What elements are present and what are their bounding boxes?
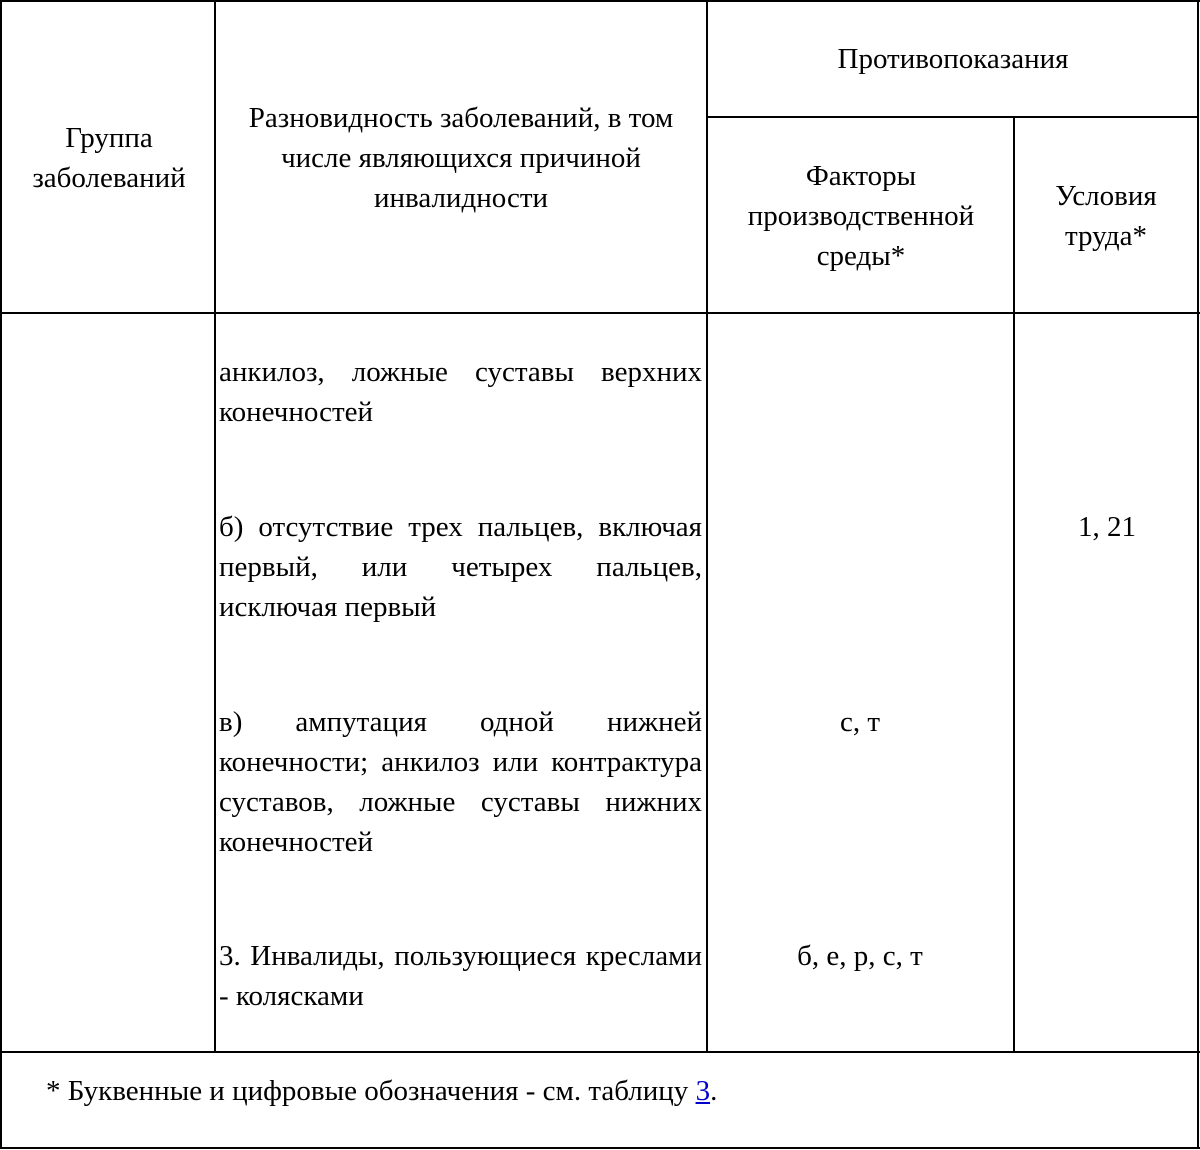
variety-row-2: б) отсутствие трех пальцев, включая первый, или четырех пальцев, исключая первый	[219, 511, 702, 623]
table-border-right	[1197, 0, 1199, 1149]
footnote-text: * Буквенные и цифровые обозначения - см. таблицу	[46, 1075, 696, 1107]
footnote-period: .	[710, 1075, 718, 1107]
variety-row-4: 3. Инвалиды, пользующиеся креслами - колясками	[219, 940, 702, 1012]
header-group: Группа заболеваний	[32, 122, 186, 194]
factors-row-3: с, т	[839, 706, 881, 738]
column-divider-2	[706, 0, 708, 1053]
footnote-divider	[0, 1051, 1200, 1053]
header-conditions: Условия труда*	[1055, 180, 1157, 252]
table-border-left	[0, 0, 2, 1149]
contraindications-subheader-divider	[706, 116, 1199, 118]
table-border-bottom	[0, 1147, 1200, 1149]
factors-row-4: б, е, р, с, т	[797, 940, 923, 972]
table-border-top	[0, 0, 1200, 2]
variety-row-3: в) ампутация одной нижней конечности; анкилоз или контрактура суставов, ложные суставы нижних конечностей	[219, 706, 702, 858]
header-contraindications: Противопоказания	[837, 43, 1069, 75]
header-factors: Факторы производственной среды*	[747, 160, 975, 272]
header-bottom-divider	[0, 312, 1200, 314]
column-divider-1	[214, 0, 216, 1053]
conditions-row-2: 1, 21	[1078, 511, 1136, 543]
table-3-link[interactable]: 3	[695, 1075, 711, 1107]
header-variety: Разновидность заболеваний, в том числе являющихся причиной инвалидности	[248, 102, 674, 214]
column-divider-3	[1013, 117, 1015, 1053]
footnote	[46, 1071, 1186, 1111]
variety-row-1: анкилоз, ложные суставы верхних конечностей	[219, 356, 702, 428]
